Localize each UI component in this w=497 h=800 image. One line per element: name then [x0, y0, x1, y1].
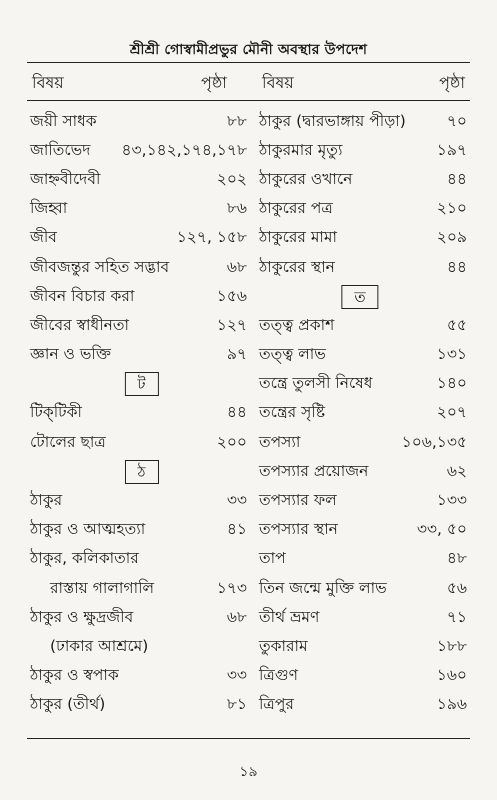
right-index-entry	[253, 488, 467, 514]
left-index-entry	[30, 576, 253, 602]
entry-term: তপস্যার ফল	[259, 491, 337, 510]
index-row	[30, 341, 467, 370]
entry-term: তত্ত্ব প্রকাশ	[259, 315, 335, 334]
index-row	[30, 195, 467, 224]
index-row	[30, 224, 467, 253]
footer-rule	[27, 738, 470, 739]
right-index-entry	[253, 313, 467, 339]
index-row	[30, 662, 467, 691]
right-index-entry	[253, 138, 467, 164]
entry-term: ঠাকুর, কলিকাতার	[30, 549, 139, 568]
entry-page-number: ১৪০	[436, 374, 467, 393]
page-number: ১৯	[239, 764, 258, 780]
index-row	[30, 253, 467, 282]
entry-term: ঠাকুর ও স্বপাক	[30, 666, 119, 685]
index-row	[30, 457, 467, 486]
right-index-entry	[253, 255, 467, 281]
entry-page-number: ১৯৬	[436, 695, 467, 714]
left-index-entry	[30, 225, 253, 251]
index-row	[30, 165, 467, 194]
entry-term: ঠাকুরমার মৃত্যু	[259, 140, 343, 159]
entry-term: জীবন বিচার করা	[30, 286, 135, 305]
entry-term: ঠাকুর ও ক্ষুদ্রজীব	[30, 607, 134, 626]
entry-page-number: ৯৭	[226, 345, 247, 364]
left-page-heading: পৃষ্ঠা	[201, 73, 227, 92]
entry-term: ঠাকুরের পত্র	[259, 199, 333, 218]
entry-page-number: ১৮৮	[436, 636, 467, 655]
right-index-entry	[253, 109, 467, 135]
left-subject-heading: বিষয়	[32, 73, 64, 92]
right-index-entry	[253, 284, 467, 310]
right-index-entry	[253, 167, 467, 193]
entry-term: টোলের ছাত্র	[30, 432, 106, 451]
left-index-entry	[30, 109, 253, 135]
index-row	[30, 107, 467, 136]
index-row	[30, 632, 467, 661]
entry-page-number: ৫৬	[446, 578, 467, 597]
entry-page-number: ৪৪	[446, 169, 467, 188]
entry-page-number: ১০৬,১৩৫	[401, 432, 467, 451]
entry-term: ঠাকুর (তীর্থ)	[30, 695, 106, 714]
entry-page-number: ২০৯	[436, 228, 467, 247]
entry-term: জিহ্বা	[30, 199, 68, 218]
left-index-entry	[30, 167, 253, 193]
right-page-heading: পৃষ্ঠা	[439, 73, 465, 92]
index-row	[30, 311, 467, 340]
entry-page-number: ৪৪	[226, 403, 247, 422]
entry-term: জাহ্নবীদেবী	[30, 169, 101, 188]
entry-term: জয়ী সাধক	[30, 111, 97, 130]
index-row	[30, 136, 467, 165]
entry-term: তত্ত্ব লাভ	[259, 345, 326, 364]
entry-term: তন্ত্রের সৃষ্টি	[259, 403, 326, 422]
column-heading-rule	[27, 100, 470, 101]
right-index-entry	[253, 400, 467, 426]
entry-term: (ঢাকার আশ্রমে)	[50, 636, 149, 655]
header-rule	[27, 62, 470, 63]
entry-page-number: ২০৭	[436, 403, 467, 422]
entry-term: ঠাকুর (দ্বারভাঙ্গায় পীড়া)	[259, 111, 406, 130]
left-index-entry	[30, 430, 253, 456]
index-entries	[30, 107, 467, 720]
entry-term: জীবের স্বাধীনতা	[30, 315, 130, 334]
index-row	[30, 399, 467, 428]
entry-page-number: ৫৫	[446, 315, 467, 334]
right-index-entry	[253, 634, 467, 660]
index-row	[30, 574, 467, 603]
index-row	[30, 282, 467, 311]
left-index-entry	[30, 634, 253, 660]
entry-term: তিন জন্মে মুক্তি লাভ	[259, 578, 387, 597]
index-row	[30, 370, 467, 399]
entry-page-number: ১২৭	[216, 315, 247, 334]
left-index-entry	[30, 313, 253, 339]
entry-page-number: ৪৮	[446, 549, 467, 568]
left-index-entry	[30, 371, 253, 397]
right-index-entry	[253, 371, 467, 397]
right-index-entry	[253, 225, 467, 251]
entry-term: ঠাকুরের স্থান	[259, 257, 335, 276]
entry-page-number: ১৩১	[436, 345, 467, 364]
entry-page-number: ২০০	[216, 432, 247, 451]
entry-term: ঠাকুরের ওখানে	[259, 169, 353, 188]
right-index-entry	[253, 517, 467, 543]
entry-term: ঠাকুরের মামা	[259, 228, 338, 247]
index-row	[30, 486, 467, 515]
left-index-entry	[30, 488, 253, 514]
entry-page-number: ৮৮	[226, 111, 247, 130]
section-letter-box: ঠ	[124, 460, 158, 484]
entry-term: তাপ	[259, 549, 286, 568]
entry-term: ত্রিপুর	[259, 695, 294, 714]
entry-term: রাস্তায় গালাগালি	[50, 578, 155, 597]
entry-page-number: ১৭৩	[216, 578, 247, 597]
entry-term: তপস্যার স্থান	[259, 520, 338, 539]
left-index-entry	[30, 138, 253, 164]
right-index-entry	[253, 196, 467, 222]
index-row	[30, 516, 467, 545]
entry-page-number: ৬২	[446, 461, 467, 480]
left-index-entry	[30, 400, 253, 426]
entry-page-number: ১৯৭	[436, 140, 467, 159]
section-letter-box: ট	[124, 372, 158, 396]
entry-term: তীর্থ ভ্রমণ	[259, 607, 320, 626]
right-index-entry	[253, 692, 467, 718]
entry-term: জীব	[30, 228, 57, 247]
entry-page-number: ৮৬	[226, 199, 247, 218]
right-index-entry	[253, 663, 467, 689]
left-index-entry	[30, 605, 253, 631]
entry-page-number: ৪১	[226, 520, 247, 539]
section-letter-box: ত	[341, 285, 378, 309]
entry-page-number: ৭১	[446, 607, 467, 626]
index-row	[30, 691, 467, 720]
entry-term: তপস্যা	[259, 432, 301, 451]
entry-page-number: ৮১	[226, 695, 247, 714]
entry-term: টিক্‌টিকী	[30, 403, 82, 422]
entry-page-number: ১৬০	[436, 666, 467, 685]
left-index-entry	[30, 342, 253, 368]
entry-page-number: ৩৩	[226, 666, 247, 685]
left-index-entry	[30, 663, 253, 689]
left-index-entry	[30, 459, 253, 485]
entry-term: তন্ত্রে তুলসী নিষেধ	[259, 374, 373, 393]
left-index-entry	[30, 284, 253, 310]
entry-page-number: ১৫৬	[216, 286, 247, 305]
right-index-entry	[253, 459, 467, 485]
right-index-entry	[253, 605, 467, 631]
entry-page-number: ২০২	[216, 169, 247, 188]
entry-page-number: ৬৮	[226, 607, 247, 626]
left-index-entry	[30, 546, 253, 572]
entry-term: ঠাকুর ও আত্মহত্যা	[30, 520, 146, 539]
index-row	[30, 545, 467, 574]
left-index-entry	[30, 255, 253, 281]
entry-page-number: ১২৭, ১৫৮	[176, 228, 247, 247]
entry-page-number: ৬৮	[226, 257, 247, 276]
entry-page-number: ৩৩, ৫০	[416, 520, 467, 539]
entry-term: তুকারাম	[259, 636, 308, 655]
right-index-entry	[253, 546, 467, 572]
entry-term: জীবজন্তুর সহিত সদ্ভাব	[30, 257, 170, 276]
left-index-entry	[30, 692, 253, 718]
right-index-entry	[253, 342, 467, 368]
entry-page-number: ২১০	[436, 199, 467, 218]
right-index-entry	[253, 576, 467, 602]
entry-page-number: ৭০	[446, 111, 467, 130]
entry-page-number: ৪৪	[446, 257, 467, 276]
index-row	[30, 603, 467, 632]
index-row	[30, 428, 467, 457]
right-subject-heading: বিষয়	[262, 73, 294, 92]
entry-term: তপস্যার প্রয়োজন	[259, 461, 369, 480]
entry-term: ত্রিগুণ	[259, 666, 298, 685]
entry-page-number: ১৩৩	[436, 491, 467, 510]
entry-page-number: ৪৩,১৪২,১৭৪,১৭৮	[121, 140, 247, 159]
entry-term: জ্ঞান ও ভক্তি	[30, 345, 111, 364]
running-head: শ্রীশ্রী গোস্বামীপ্রভুর মৌনী অবস্থার উপদেশ	[129, 42, 368, 58]
right-index-entry	[253, 430, 467, 456]
left-index-entry	[30, 196, 253, 222]
entry-page-number: ৩৩	[226, 491, 247, 510]
entry-term: জাতিভেদ	[30, 140, 91, 159]
left-index-entry	[30, 517, 253, 543]
entry-term: ঠাকুর	[30, 491, 63, 510]
